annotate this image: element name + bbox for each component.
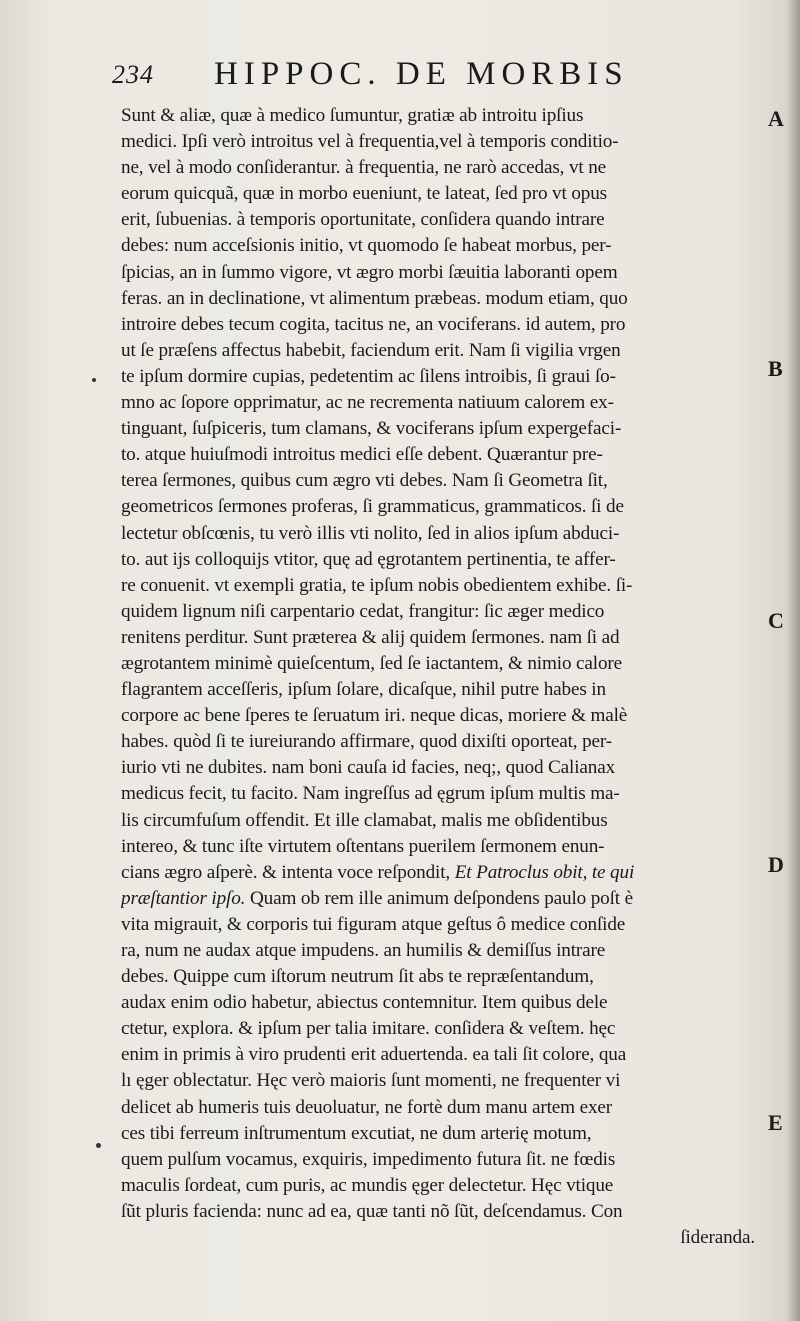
text-line bbox=[121, 912, 761, 938]
text-line bbox=[121, 573, 761, 599]
text-line-content: medicus fecit, tu facito. Nam ingreſſus ad ęgrum ipſum multis ma- bbox=[121, 783, 620, 805]
text-line-content: iurio vti ne dubites. nam boni cauſa id facies, neq;, quod Calianax bbox=[121, 757, 616, 779]
text-line-content: corpore ac bene ſperes te ſeruatum iri. neque dicas, moriere & malè bbox=[121, 705, 628, 727]
text-line bbox=[121, 103, 761, 129]
text-line-content: intereo, & tunc iſte virtutem oſtentans puerilem ſermonem enun- bbox=[121, 835, 605, 857]
text-line-content: enim in primis à viro prudenti erit aduertenda. ea tali ſit colore, qua bbox=[121, 1044, 627, 1066]
text-line-content: eorum quicquã, quæ in morbo eueniunt, te lateat, ſed pro vt opus bbox=[121, 183, 607, 205]
main-text bbox=[121, 103, 761, 1251]
text-line bbox=[121, 703, 761, 729]
text-line bbox=[121, 129, 761, 155]
text-line-content: feras. an in declinatione, vt alimentum præbeas. modum etiam, quo bbox=[121, 287, 628, 309]
margin-letter-c: C bbox=[768, 608, 784, 633]
text-line-content: ne, vel à modo conſiderantur. à frequentia, ne rarò accedas, vt ne bbox=[121, 157, 607, 179]
page-edge-shadow bbox=[786, 0, 800, 1321]
margin-letter-e: E bbox=[768, 1110, 783, 1135]
text-line bbox=[121, 729, 761, 755]
text-line bbox=[121, 860, 761, 886]
text-line bbox=[121, 886, 761, 912]
text-line bbox=[121, 990, 761, 1016]
text-line-content: ces tibi ferreum inſtrumentum excutiat, ne dum arterię motum, bbox=[121, 1122, 592, 1144]
text-line-content: quidem lignum niſi carpentario cedat, frangitur: ſic æger medico bbox=[121, 600, 605, 622]
text-line-rest: Quam ob rem ille animum deſpondens paulo poſt è bbox=[245, 887, 633, 909]
text-line-content: mno ac ſopore opprimatur, ac ne recrementa natiuum calorem ex- bbox=[121, 392, 614, 414]
text-line-content: to. atque huiuſmodi introitus medici eſſe debent. Quærantur pre- bbox=[121, 444, 603, 466]
text-line bbox=[121, 547, 761, 573]
text-line bbox=[121, 781, 761, 807]
text-line bbox=[121, 1225, 761, 1251]
text-line bbox=[121, 938, 761, 964]
text-line-content: ægrotantem minimè quieſcentum, ſed ſe iactantem, & nimio calore bbox=[121, 652, 622, 674]
margin-letter-a: A bbox=[768, 106, 784, 131]
margin-letter-d: D bbox=[768, 852, 784, 877]
text-line-content: flagrantem acceſſeris, ipſum ſolare, dicaſque, nihil putre habes in bbox=[121, 679, 606, 701]
text-line bbox=[121, 1121, 761, 1147]
text-line bbox=[121, 260, 761, 286]
text-line-content: to. aut ijs colloquijs vtitor, quę ad ęgrotantem pertinentia, te affer- bbox=[121, 548, 616, 570]
ink-speck bbox=[92, 378, 96, 382]
text-line bbox=[121, 181, 761, 207]
text-line-content: terea ſermones, quibus cum ægro vti debes. Nam ſi Geometra ſit, bbox=[121, 470, 608, 492]
text-line bbox=[121, 390, 761, 416]
text-line bbox=[121, 207, 761, 233]
text-line bbox=[121, 834, 761, 860]
text-line-content: tinguant, ſuſpiceris, tum clamans, & vociferans ipſum expergefaci- bbox=[121, 418, 622, 440]
running-title: HIPPOC. DE MORBIS bbox=[214, 56, 629, 92]
text-line-content: vita migrauit, & corporis tui figuram atque geſtus ô medice conſide bbox=[121, 913, 626, 935]
text-line-content: maculis ſordeat, cum puris, ac mundis ęger delectetur. Hęc vtique bbox=[121, 1174, 614, 1196]
text-line-content: introire debes tecum cogita, tacitus ne, an vociferans. id autem, pro bbox=[121, 313, 626, 335]
text-line-content: medici. Ipſi verò introitus vel à frequentia,vel à temporis conditio- bbox=[121, 131, 619, 153]
text-line bbox=[121, 964, 761, 990]
text-line bbox=[121, 286, 761, 312]
text-line bbox=[121, 1173, 761, 1199]
text-line bbox=[121, 364, 761, 390]
italic-quotation: Et Patroclus obit, te qui bbox=[450, 861, 635, 883]
text-line bbox=[121, 1147, 761, 1173]
text-line bbox=[121, 625, 761, 651]
text-line bbox=[121, 755, 761, 781]
text-line bbox=[121, 521, 761, 547]
text-line-content: re conuenit. vt exempli gratia, te ipſum nobis obedientem exhibe. ſi- bbox=[121, 574, 633, 596]
text-line-content: ctetur, explora. & ipſum per talia imitare. conſidera & veſtem. hęc bbox=[121, 1018, 616, 1040]
text-line-content: lı ęger oblectatur. Hęc verò maioris ſunt momenti, ne frequenter vi bbox=[121, 1070, 621, 1092]
text-line bbox=[121, 599, 761, 625]
text-line-content: lectetur obſcœnis, tu verò illis vti nolito, ſed in alios ipſum abduci- bbox=[121, 522, 620, 544]
text-line-content: debes: num acceſsionis initio, vt quomodo ſe habeat morbus, per- bbox=[121, 235, 612, 257]
ink-speck bbox=[96, 1143, 101, 1148]
text-line-content: ſũt pluris facienda: nunc ad ea, quæ tanti nõ ſũt, deſcendamus. Con bbox=[121, 1200, 623, 1222]
text-line bbox=[121, 155, 761, 181]
margin-letter-b: B bbox=[768, 356, 783, 381]
text-line bbox=[121, 233, 761, 259]
text-line bbox=[121, 468, 761, 494]
page-number: 234 bbox=[112, 60, 154, 89]
text-line bbox=[121, 442, 761, 468]
text-line-content: erit, ſubuenias. à temporis oportunitate, conſidera quando intrare bbox=[121, 209, 605, 231]
text-line-content bbox=[121, 888, 633, 909]
text-line-content: quem pulſum vocamus, exquiris, impedimento futura ſit. ne fœdis bbox=[121, 1148, 616, 1170]
text-line bbox=[121, 1016, 761, 1042]
text-line-content: renitens perditur. Sunt præterea & alij quidem ſermones. nam ſi ad bbox=[121, 626, 620, 648]
page-header bbox=[112, 56, 712, 96]
text-line-content: habes. quòd ſi te iureiurando affirmare, quod dixiſti oporteat, per- bbox=[121, 731, 612, 753]
text-line-content: ſideranda. bbox=[680, 1227, 755, 1249]
text-line bbox=[121, 416, 761, 442]
text-line bbox=[121, 338, 761, 364]
text-line-content: ra, num ne audax atque impudens. an humilis & demiſſus intrare bbox=[121, 940, 606, 961]
text-line-content: lis circumfuſum offendit. Et ille clamabat, malis me obſidentibus bbox=[121, 809, 608, 831]
text-line bbox=[121, 312, 761, 338]
text-line bbox=[121, 808, 761, 834]
text-line bbox=[121, 494, 761, 520]
text-line-content: te ipſum dormire cupias, pedetentim ac ſilens introibis, ſi graui ſo- bbox=[121, 365, 616, 387]
text-line-content: ut ſe præſens affectus habebit, faciendum erit. Nam ſi vigilia vrgen bbox=[121, 339, 621, 361]
text-line-content: audax enim odio habetur, abiectus contemnitur. Item quibus dele bbox=[121, 992, 608, 1014]
text-line bbox=[121, 1068, 761, 1094]
text-line bbox=[121, 1199, 761, 1225]
text-line bbox=[121, 677, 761, 703]
text-line-content: debes. Quippe cum iſtorum neutrum ſit abs te repræſentandum, bbox=[121, 966, 594, 988]
text-line-content: cians ægro aſperè. & intenta voce reſpondit, bbox=[121, 861, 451, 883]
text-line-content: geometricos ſermones proferas, ſi grammaticus, grammaticos. ſi de bbox=[121, 496, 624, 518]
text-line-content: ſpicias, an in ſummo vigore, vt ægro morbi ſæuitia laboranti opem bbox=[121, 261, 618, 283]
text-line bbox=[121, 1042, 761, 1068]
text-line bbox=[121, 1095, 761, 1121]
italic-quotation: præſtantior ipſo. bbox=[121, 887, 246, 909]
text-line-content: Sunt & aliæ, quæ à medico ſumuntur, gratiæ ab introitu ipſius bbox=[121, 105, 584, 126]
text-line-content: delicet ab humeris tuis deuoluatur, ne fortè dum manu artem exer bbox=[121, 1096, 612, 1118]
text-line bbox=[121, 651, 761, 677]
